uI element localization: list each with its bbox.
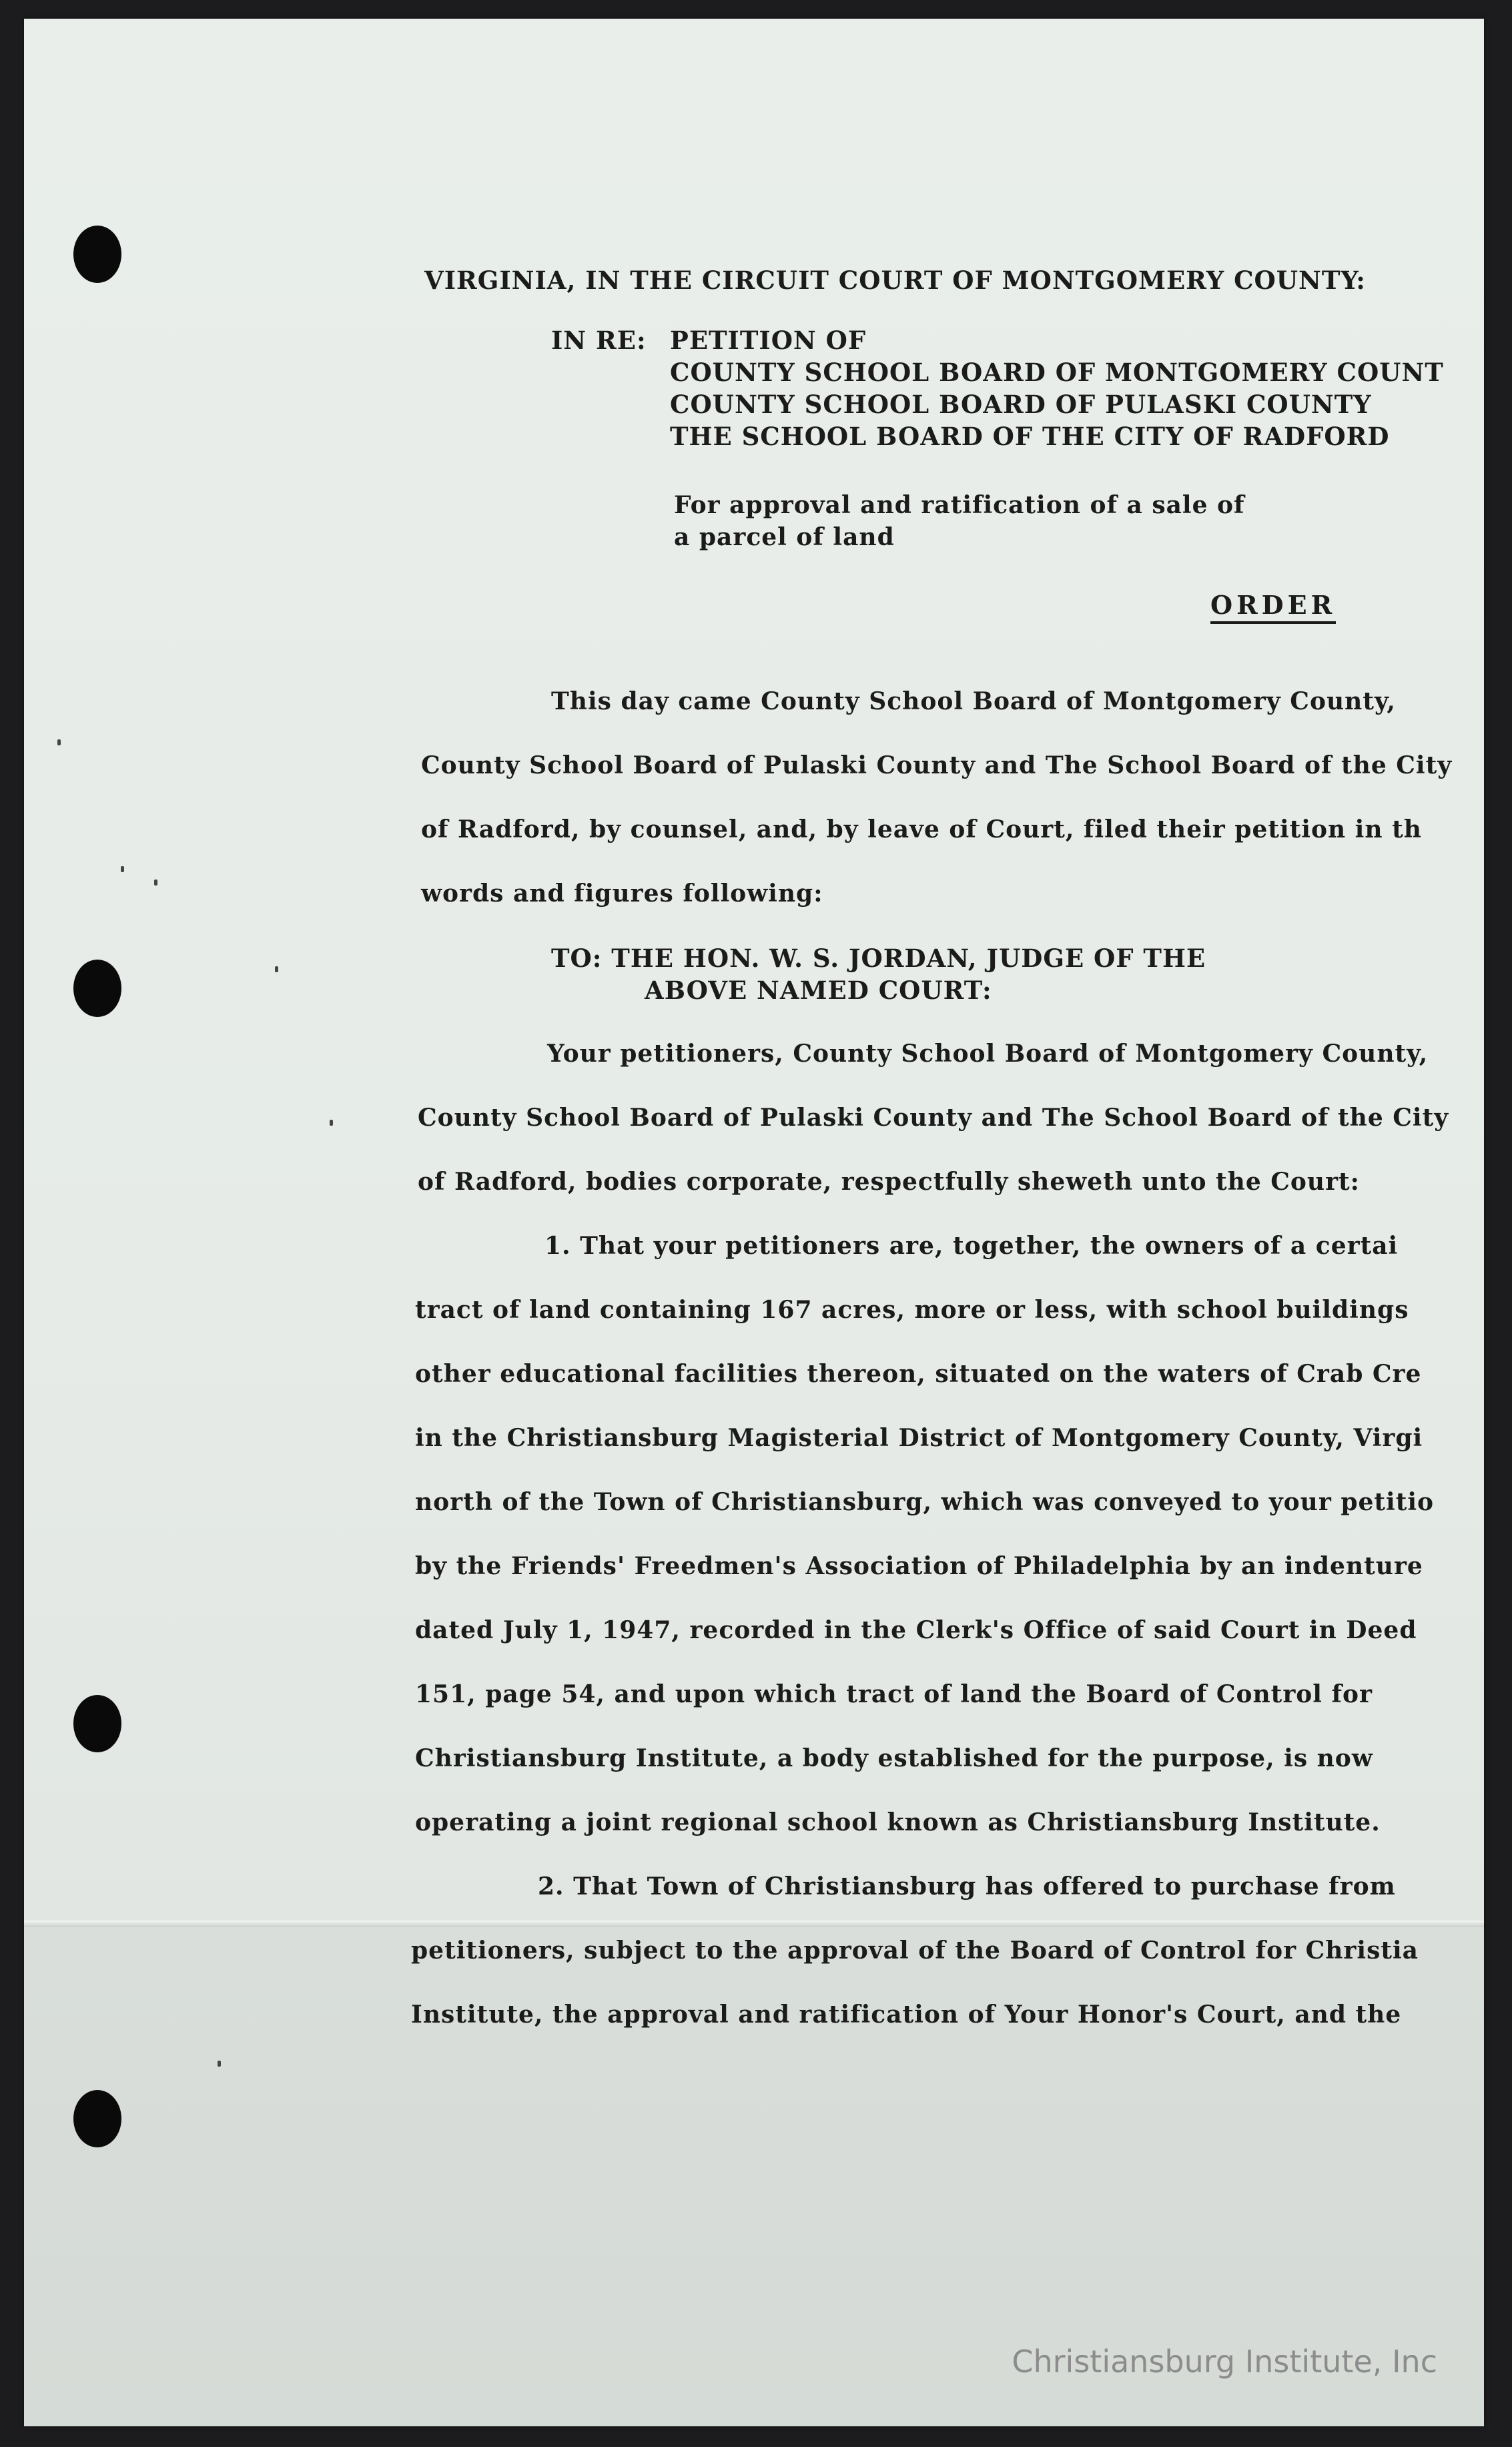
- paper-speck: [121, 866, 124, 872]
- intro-line: This day came County School Board of Montgomery County,: [551, 687, 1396, 715]
- address-line: TO: THE HON. W. S. JORDAN, JUDGE OF THE: [551, 944, 1206, 973]
- paragraph1-line: 151, page 54, and upon which tract of land the Board of Control for: [415, 1680, 1373, 1708]
- intro-line: County School Board of Pulaski County and The School Board of the City: [421, 751, 1453, 779]
- paragraph1-line: operating a joint regional school known as Christiansburg Institute.: [415, 1808, 1381, 1836]
- petition-line: COUNTY SCHOOL BOARD OF MONTGOMERY COUNT: [670, 358, 1444, 387]
- order-title: ORDER: [1210, 590, 1336, 624]
- petition-intro-line: of Radford, bodies corporate, respectfully sheweth unto the Court:: [418, 1168, 1360, 1196]
- paragraph2-line: 2. That Town of Christiansburg has offered to purchase from: [538, 1872, 1396, 1900]
- document-page: [24, 19, 1484, 2426]
- paper-speck: [218, 2061, 221, 2067]
- paragraph2-line: Institute, the approval and ratification of Your Honor's Court, and the: [411, 2001, 1402, 2029]
- purpose-line: a parcel of land: [674, 523, 895, 551]
- paper-speck: [275, 966, 278, 972]
- paragraph1-line: north of the Town of Christiansburg, which was conveyed to your petitio: [415, 1488, 1435, 1516]
- paragraph1-line: 1. That your petitioners are, together, the owners of a certai: [544, 1232, 1399, 1260]
- paragraph1-line: other educational facilities thereon, situated on the waters of Crab Cre: [415, 1360, 1422, 1388]
- address-line: ABOVE NAMED COURT:: [645, 976, 992, 1005]
- paper-speck: [330, 1120, 333, 1126]
- paragraph1-line: by the Friends' Freedmen's Association of Philadelphia by an indenture: [415, 1552, 1423, 1580]
- punch-hole: [73, 1695, 121, 1752]
- paragraph1-line: Christiansburg Institute, a body established for the purpose, is now: [415, 1744, 1373, 1772]
- intro-line: words and figures following:: [421, 880, 823, 908]
- punch-hole: [73, 2090, 121, 2147]
- paragraph1-line: tract of land containing 167 acres, more or less, with school buildings: [415, 1296, 1409, 1324]
- petition-line: COUNTY SCHOOL BOARD OF PULASKI COUNTY: [670, 390, 1372, 419]
- petition-line: PETITION OF: [670, 326, 867, 355]
- paragraph1-line: in the Christiansburg Magisterial District of Montgomery County, Virgi: [415, 1424, 1423, 1452]
- petition-line: THE SCHOOL BOARD OF THE CITY OF RADFORD: [670, 422, 1390, 451]
- petition-intro-line: County School Board of Pulaski County and The School Board of the City: [418, 1104, 1449, 1132]
- paragraph1-line: dated July 1, 1947, recorded in the Clerk's Office of said Court in Deed: [415, 1616, 1417, 1644]
- purpose-line: For approval and ratification of a sale of: [674, 491, 1245, 519]
- punch-hole: [73, 226, 121, 283]
- paper-speck: [57, 739, 61, 745]
- petition-intro-line: Your petitioners, County School Board of Montgomery County,: [547, 1040, 1429, 1068]
- in-re-label: IN RE:: [551, 326, 647, 355]
- watermark: Christiansburg Institute, Inc: [1012, 2344, 1437, 2380]
- intro-line: of Radford, by counsel, and, by leave of Court, filed their petition in th: [421, 815, 1422, 843]
- punch-hole: [73, 960, 121, 1017]
- court-caption: VIRGINIA, IN THE CIRCUIT COURT OF MONTGOMERY COUNTY:: [424, 266, 1366, 295]
- page-fold: [24, 1920, 1484, 1927]
- paper-speck: [154, 880, 157, 886]
- paragraph2-line: petitioners, subject to the approval of the Board of Control for Christia: [411, 1937, 1419, 1965]
